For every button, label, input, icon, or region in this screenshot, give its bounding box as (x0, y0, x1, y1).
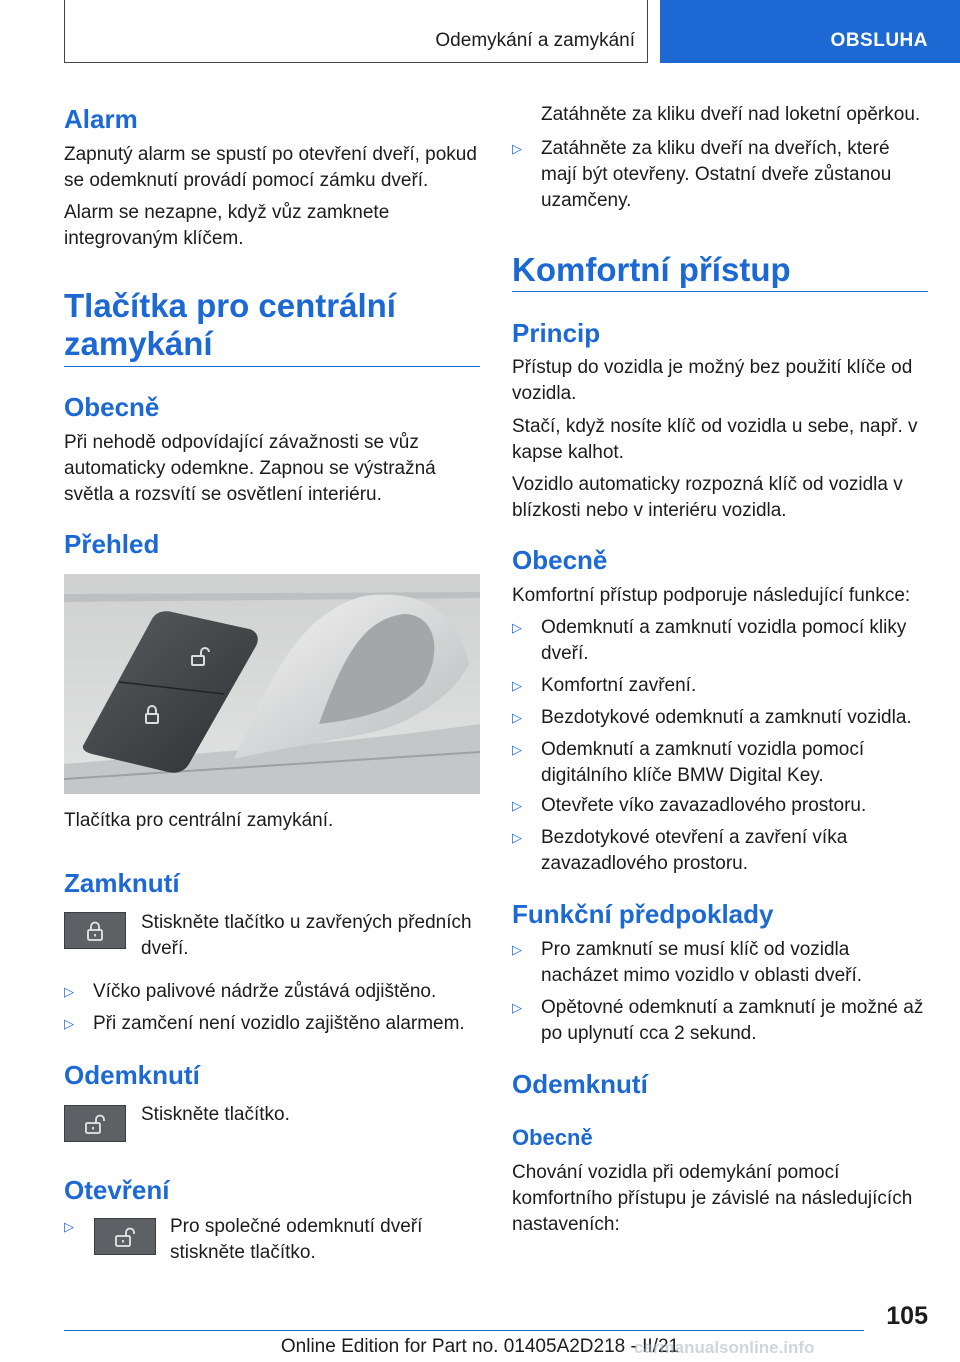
func-bullet-1: ▷ Pro zamknutí se musí klíč od vozidla nacházet mimo vozidlo v oblasti dveří. (512, 939, 863, 986)
lock-heading: Zamknutí (64, 868, 180, 898)
footer-edition: Online Edition for Part no. 01405A2D218 - II/21 (280, 1336, 680, 1357)
watermark: carmanualsonline.info (634, 1338, 815, 1357)
right-cont-bullet: ▷ Zatáhněte za kliku dveří na dveřích, které mají být otevřeny. Ostatní dveře zůstanou uzamčeny. (512, 138, 892, 211)
right-unlock-subheading: Obecně (512, 1125, 593, 1150)
triangle-right-icon: ▷ (512, 798, 522, 813)
header-title: Odemykání a zamykání (435, 30, 635, 51)
triangle-right-icon: ▷ (512, 830, 522, 845)
principle-heading: Princip (512, 318, 601, 348)
triangle-right-icon: ▷ (512, 141, 522, 156)
general-bullet-3: ▷ Bezdotykové odemknutí a zamknutí vozidla. (512, 705, 928, 731)
func-bullet-2: ▷ Opětovné odemknutí a zamknutí je možné až po uplynutí cca 2 sekund. (512, 997, 924, 1044)
lock-bullet-2: ▷ Při zamčení není vozidlo zajištěno alarmem. (64, 1011, 480, 1037)
general-bullet-5: ▷ Otevřete víko zavazadlového prostoru. (512, 793, 928, 819)
buttons-heading-line1: Tlačítka pro centrální (64, 287, 396, 324)
footer-rule (64, 1330, 864, 1331)
general-heading: Obecně (64, 392, 160, 422)
func-heading: Funkční předpoklady (512, 899, 774, 929)
principle-paragraph-1: Přístup do vozidla je možný bez použití klíče od vozidla. (512, 357, 913, 404)
header-section-tab (660, 0, 960, 63)
triangle-right-icon: ▷ (64, 1219, 74, 1234)
unlock-button-icon (64, 1105, 126, 1142)
general-bullet-2: ▷ Komfortní zavření. (512, 673, 928, 699)
lock-paragraph: Stiskněte tlačítko u zavřených předních dveří. (141, 912, 472, 959)
section-rule (512, 291, 928, 292)
unlock-button-icon-2 (94, 1218, 156, 1255)
right-general-heading: Obecně (512, 545, 608, 575)
header-section: OBSLUHA (830, 30, 928, 51)
triangle-right-icon: ▷ (512, 678, 522, 693)
lock-bullet-1: ▷ Víčko palivové nádrže zůstává odjištěno. (64, 979, 480, 1005)
lock-button-icon (64, 912, 126, 949)
overview-heading: Přehled (64, 529, 160, 559)
unlock-paragraph: Stiskněte tlačítko. (141, 1104, 290, 1125)
triangle-right-icon: ▷ (64, 1016, 74, 1031)
door-buttons-photo (64, 574, 480, 794)
triangle-right-icon: ▷ (512, 710, 522, 725)
general-bullet-6: ▷ Bezdotykové otevření a zavření víka zavazadlového prostoru. (512, 827, 848, 874)
open-bullet-text: Pro společné odemknutí dveří stiskněte tlačítko. (170, 1216, 423, 1263)
alarm-paragraph-2: Alarm se nezapne, když vůz zamknete integrovaným klíčem. (64, 202, 390, 249)
page-number: 105 (886, 1302, 928, 1330)
general-bullet-1: ▷ Odemknutí a zamknutí vozidla pomocí kliky dveří. (512, 617, 907, 664)
triangle-right-icon: ▷ (512, 1000, 522, 1015)
right-unlock-heading: Odemknutí (512, 1069, 648, 1099)
right-general-paragraph: Komfortní přístup podporuje následující funkce: (512, 585, 911, 606)
right-cont-paragraph: Zatáhněte za kliku dveří nad loketní opěrkou. (541, 104, 921, 125)
general-paragraph: Při nehodě odpovídající závažnosti se vůz automaticky odemkne. Zapnou se výstražná světla a rozsvítí se osvětlení interiéru. (64, 432, 436, 505)
triangle-right-icon: ▷ (64, 984, 74, 999)
triangle-right-icon: ▷ (512, 942, 522, 957)
buttons-heading-line2: zamykání (64, 325, 213, 362)
principle-paragraph-2: Stačí, když nosíte klíč od vozidla u sebe, např. v kapse kalhot. (512, 416, 918, 463)
open-heading: Otevření (64, 1175, 170, 1205)
photo-caption: Tlačítka pro centrální zamykání. (64, 810, 334, 831)
section-rule (64, 366, 480, 367)
lock-icon (83, 919, 107, 943)
unlock-icon (83, 1112, 107, 1136)
principle-paragraph-3: Vozidlo automaticky rozpozná klíč od vozidla v blízkosti nebo v interiéru vozidla. (512, 474, 903, 521)
triangle-right-icon: ▷ (512, 742, 522, 757)
triangle-right-icon: ▷ (512, 620, 522, 635)
general-bullet-4: ▷ Odemknutí a zamknutí vozidla pomocí digitálního klíče BMW Digital Key. (512, 739, 865, 786)
comfort-heading: Komfortní přístup (512, 251, 791, 288)
unlock-heading: Odemknutí (64, 1060, 200, 1090)
unlock-icon (113, 1225, 137, 1249)
alarm-paragraph-1: Zapnutý alarm se spustí po otevření dveří, pokud se odemknutí provádí pomocí zámku dveří. (64, 144, 477, 191)
header-title-box (64, 0, 648, 63)
right-unlock-paragraph: Chování vozidla při odemykání pomocí komfortního přístupu je závislé na následujících nastaveních: (512, 1162, 913, 1235)
alarm-heading: Alarm (64, 104, 138, 134)
